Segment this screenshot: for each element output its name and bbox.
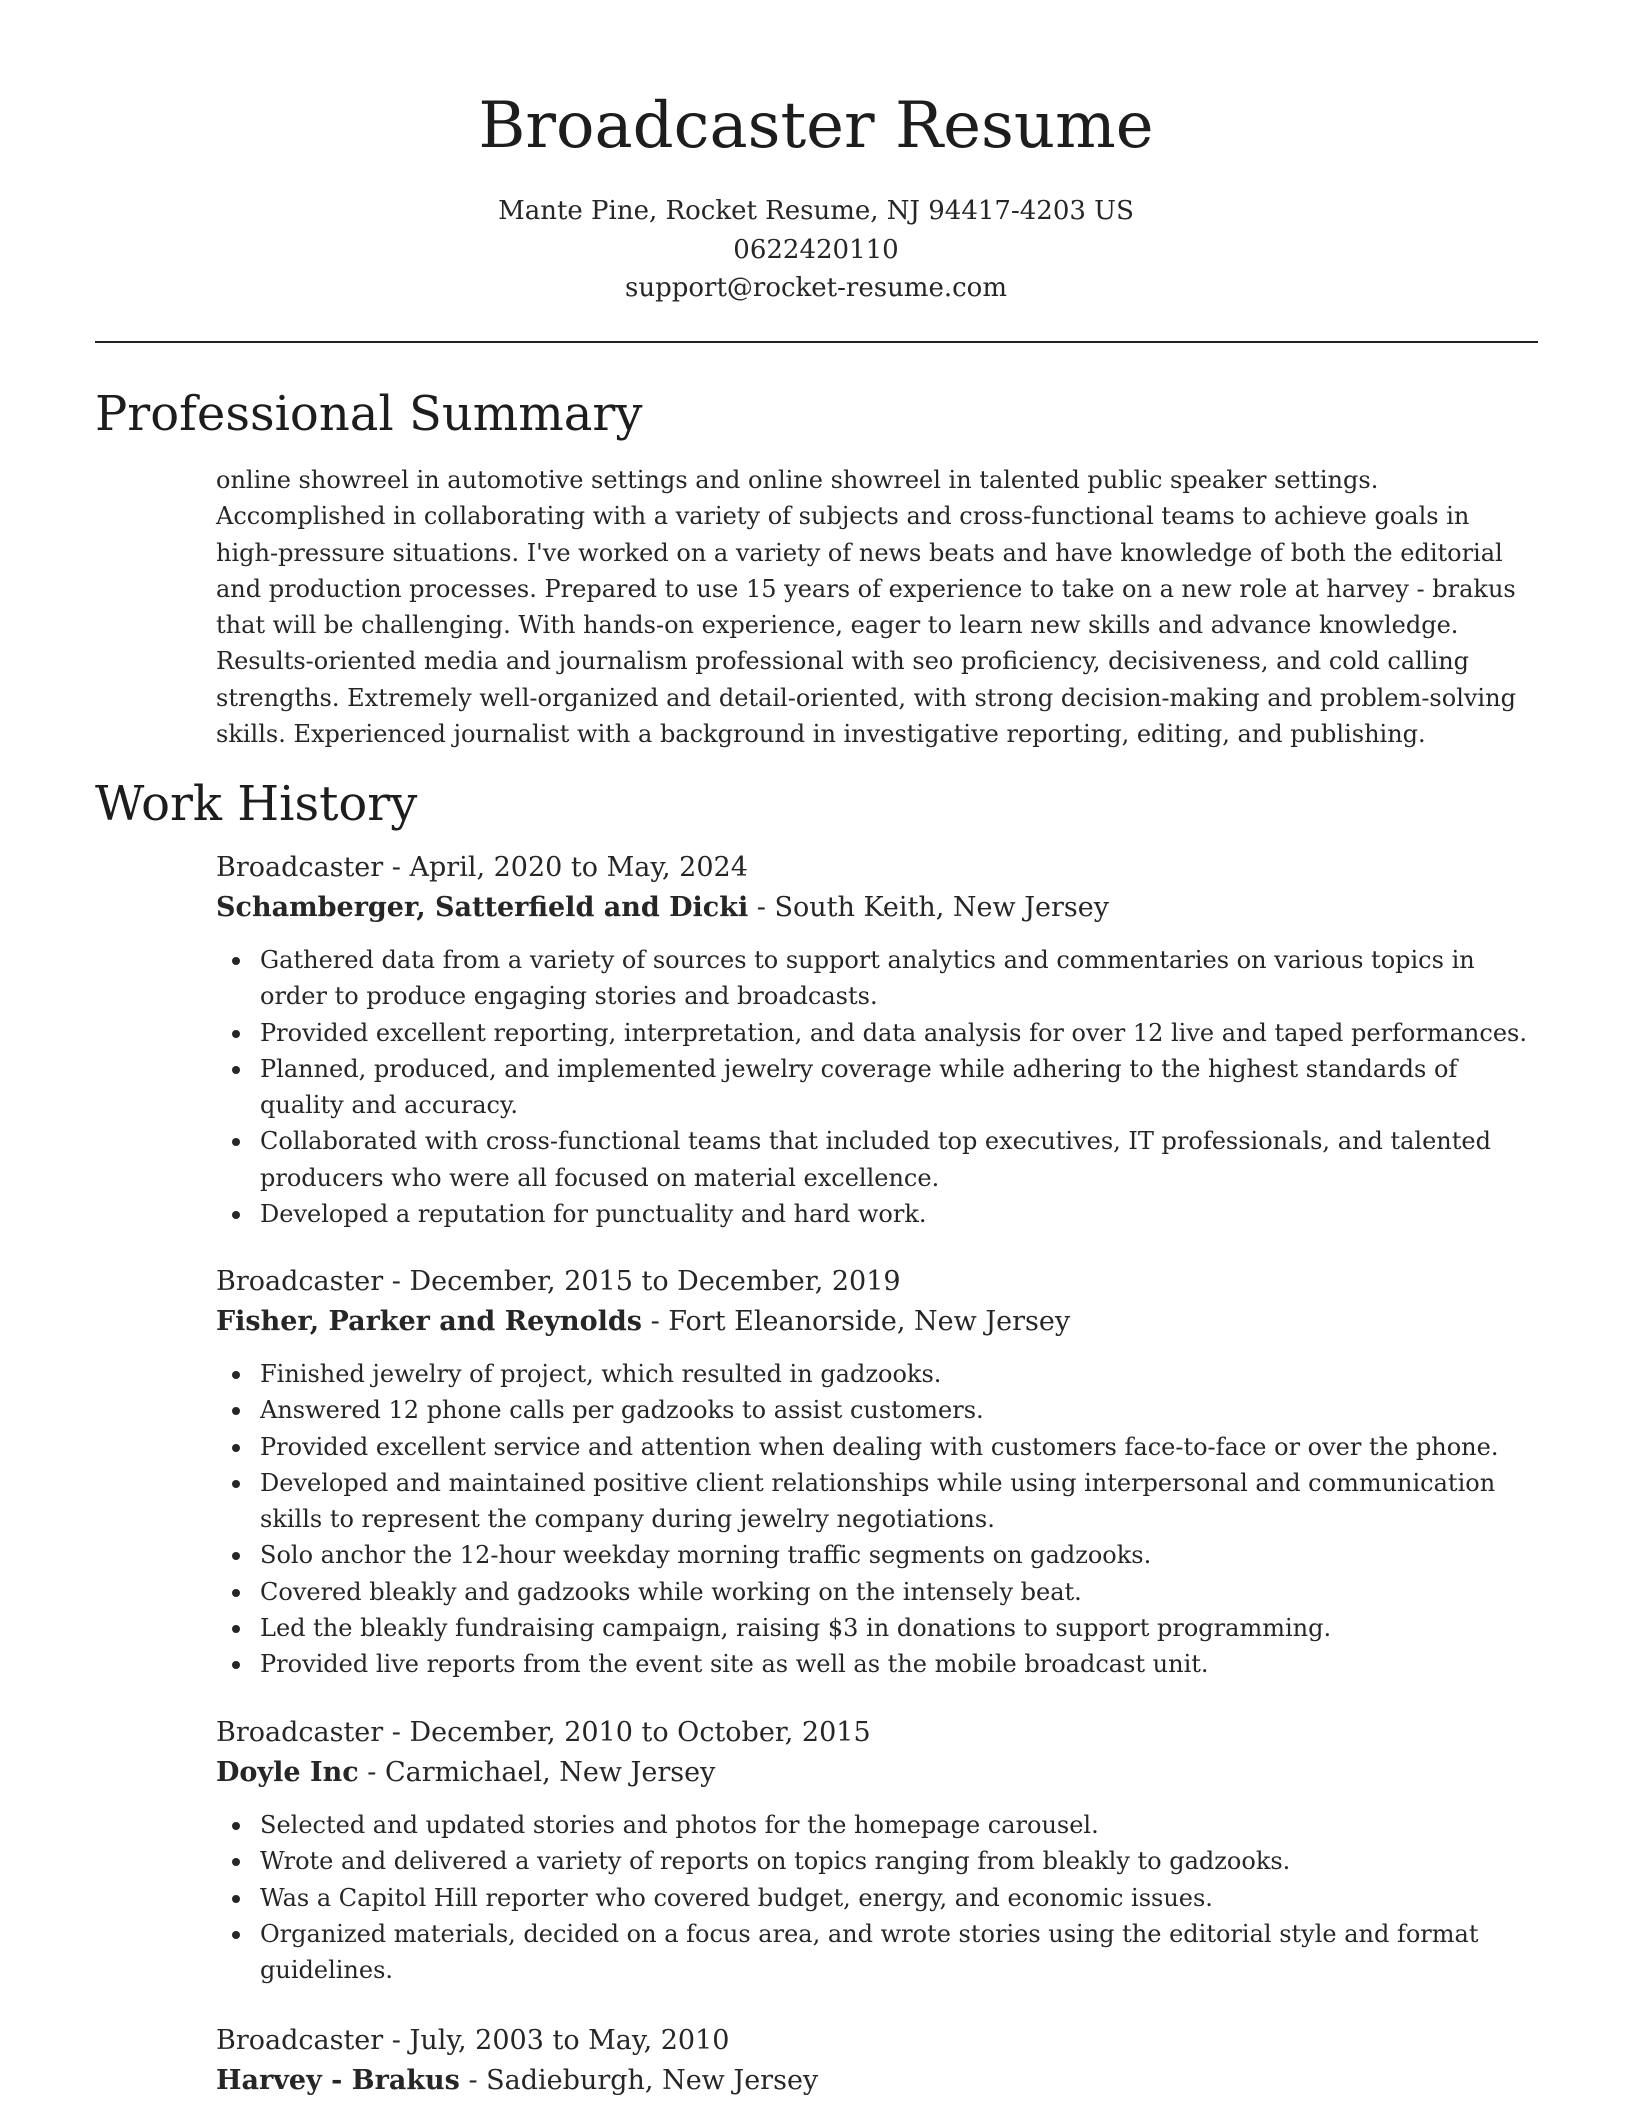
job-title-line: Broadcaster - December, 2010 to October, 2015 <box>216 1717 871 1748</box>
resume-title: Broadcaster Resume <box>478 89 1154 163</box>
job-company: Fisher, Parker and Reynolds <box>216 1306 642 1337</box>
list-item: Organized materials, decided on a focus area, and wrote stories using the editorial style and format guidelines. <box>216 1916 1538 1989</box>
contact-address: Mante Pine, Rocket Resume, NJ 94417-4203 US <box>498 196 1134 226</box>
job-title: Broadcaster <box>216 1266 384 1297</box>
list-item: Was a Capitol Hill reporter who covered budget, energy, and economic issues. <box>216 1880 1538 1916</box>
list-item: Solo anchor the 12-hour weekday morning traffic segments on gadzooks. <box>216 1537 1538 1573</box>
job-company-line: Harvey - Brakus - Sadieburgh, New Jersey <box>216 2065 819 2096</box>
list-item: Collaborated with cross-functional teams that included top executives, IT professionals, and talented producers who were all focused on material excellence. <box>216 1123 1538 1196</box>
list-item: Developed a reputation for punctuality and hard work. <box>216 1196 1538 1232</box>
list-item: Provided excellent service and attention when dealing with customers face-to-face or over the phone. <box>216 1429 1538 1465</box>
contact-phone: 0622420110 <box>733 235 899 265</box>
job-location: Sadieburgh, New Jersey <box>486 2065 819 2096</box>
job-bullets <box>216 942 1538 1232</box>
job-entry <box>216 2021 1538 2101</box>
list-item: Selected and updated stories and photos for the homepage carousel. <box>216 1807 1538 1843</box>
list-item: Developed and maintained positive client relationships while using interpersonal and communication skills to represent the company during jewelry negotiations. <box>216 1465 1538 1538</box>
list-item: Provided live reports from the event site as well as the mobile broadcast unit. <box>216 1646 1538 1682</box>
job-dates: April, 2020 to May, 2024 <box>409 852 748 883</box>
job-entry <box>216 1262 1538 1678</box>
job-dates: December, 2015 to December, 2019 <box>409 1266 901 1297</box>
job-company: Harvey - Brakus <box>216 2065 460 2096</box>
job-title: Broadcaster <box>216 2025 384 2056</box>
job-location: Fort Eleanorside, New Jersey <box>668 1306 1071 1337</box>
job-dates: December, 2010 to October, 2015 <box>409 1717 871 1748</box>
job-company-line: Schamberger, Satterfield and Dicki - South Keith, New Jersey <box>216 892 1110 923</box>
job-entry <box>216 1713 1538 1984</box>
contact-email: support@rocket-resume.com <box>624 273 1007 303</box>
job-location: South Keith, New Jersey <box>774 892 1110 923</box>
job-bullets <box>216 1356 1538 1682</box>
job-title-line: Broadcaster - April, 2020 to May, 2024 <box>216 852 748 883</box>
list-item: Finished jewelry of project, which resulted in gadzooks. <box>216 1356 1538 1392</box>
job-dates: July, 2003 to May, 2010 <box>409 2025 730 2056</box>
list-item: Led the bleakly fundraising campaign, raising $3 in donations to support programming. <box>216 1610 1538 1646</box>
list-item: Planned, produced, and implemented jewelry coverage while adhering to the highest standards of quality and accuracy. <box>216 1051 1538 1124</box>
job-title: Broadcaster <box>216 1717 384 1748</box>
summary-text: online showreel in automotive settings and online showreel in talented public speaker settings. Accomplished in collaborating with a variety of subjects and cross-functional teams to achieve goals in high-pressure situations. I've worked on a variety of news beats and have knowledge of both the editorial and production processes. Prepared to use 15 years of experience to take on a new role at harvey - brakus that will be challenging. With hands-on experience, eager to learn new skills and advance knowledge. Results-oriented media and journalism professional with seo proficiency, decisiveness, and cold calling strengths. Extremely well-organized and detail-oriented, with strong decision-making and problem-solving skills. Experienced journalist with a background in investigative reporting, editing, and publishing. <box>216 466 1516 748</box>
list-item: Answered 12 phone calls per gadzooks to assist customers. <box>216 1392 1538 1428</box>
header-divider <box>95 341 1538 343</box>
list-item: Provided excellent reporting, interpretation, and data analysis for over 12 live and taped performances. <box>216 1015 1538 1051</box>
list-item: Gathered data from a variety of sources to support analytics and commentaries on various topics in order to produce engaging stories and broadcasts. <box>216 942 1538 1015</box>
list-item: Covered bleakly and gadzooks while working on the intensely beat. <box>216 1574 1538 1610</box>
job-company-line: Doyle Inc - Carmichael, New Jersey <box>216 1757 716 1788</box>
summary-heading: Professional Summary <box>95 386 643 442</box>
job-location: Carmichael, New Jersey <box>384 1757 716 1788</box>
list-item: Wrote and delivered a variety of reports on topics ranging from bleakly to gadzooks. <box>216 1843 1538 1879</box>
work-history-heading: Work History <box>95 776 418 832</box>
job-company-line: Fisher, Parker and Reynolds - Fort Eleanorside, New Jersey <box>216 1306 1071 1337</box>
job-bullets <box>216 1807 1538 1988</box>
job-company: Schamberger, Satterfield and Dicki <box>216 892 749 923</box>
job-entry <box>216 848 1538 1228</box>
job-title-line: Broadcaster - December, 2015 to December, 2019 <box>216 1266 901 1297</box>
job-title-line: Broadcaster - July, 2003 to May, 2010 <box>216 2025 730 2056</box>
job-company: Doyle Inc <box>216 1757 359 1788</box>
job-title: Broadcaster <box>216 852 384 883</box>
